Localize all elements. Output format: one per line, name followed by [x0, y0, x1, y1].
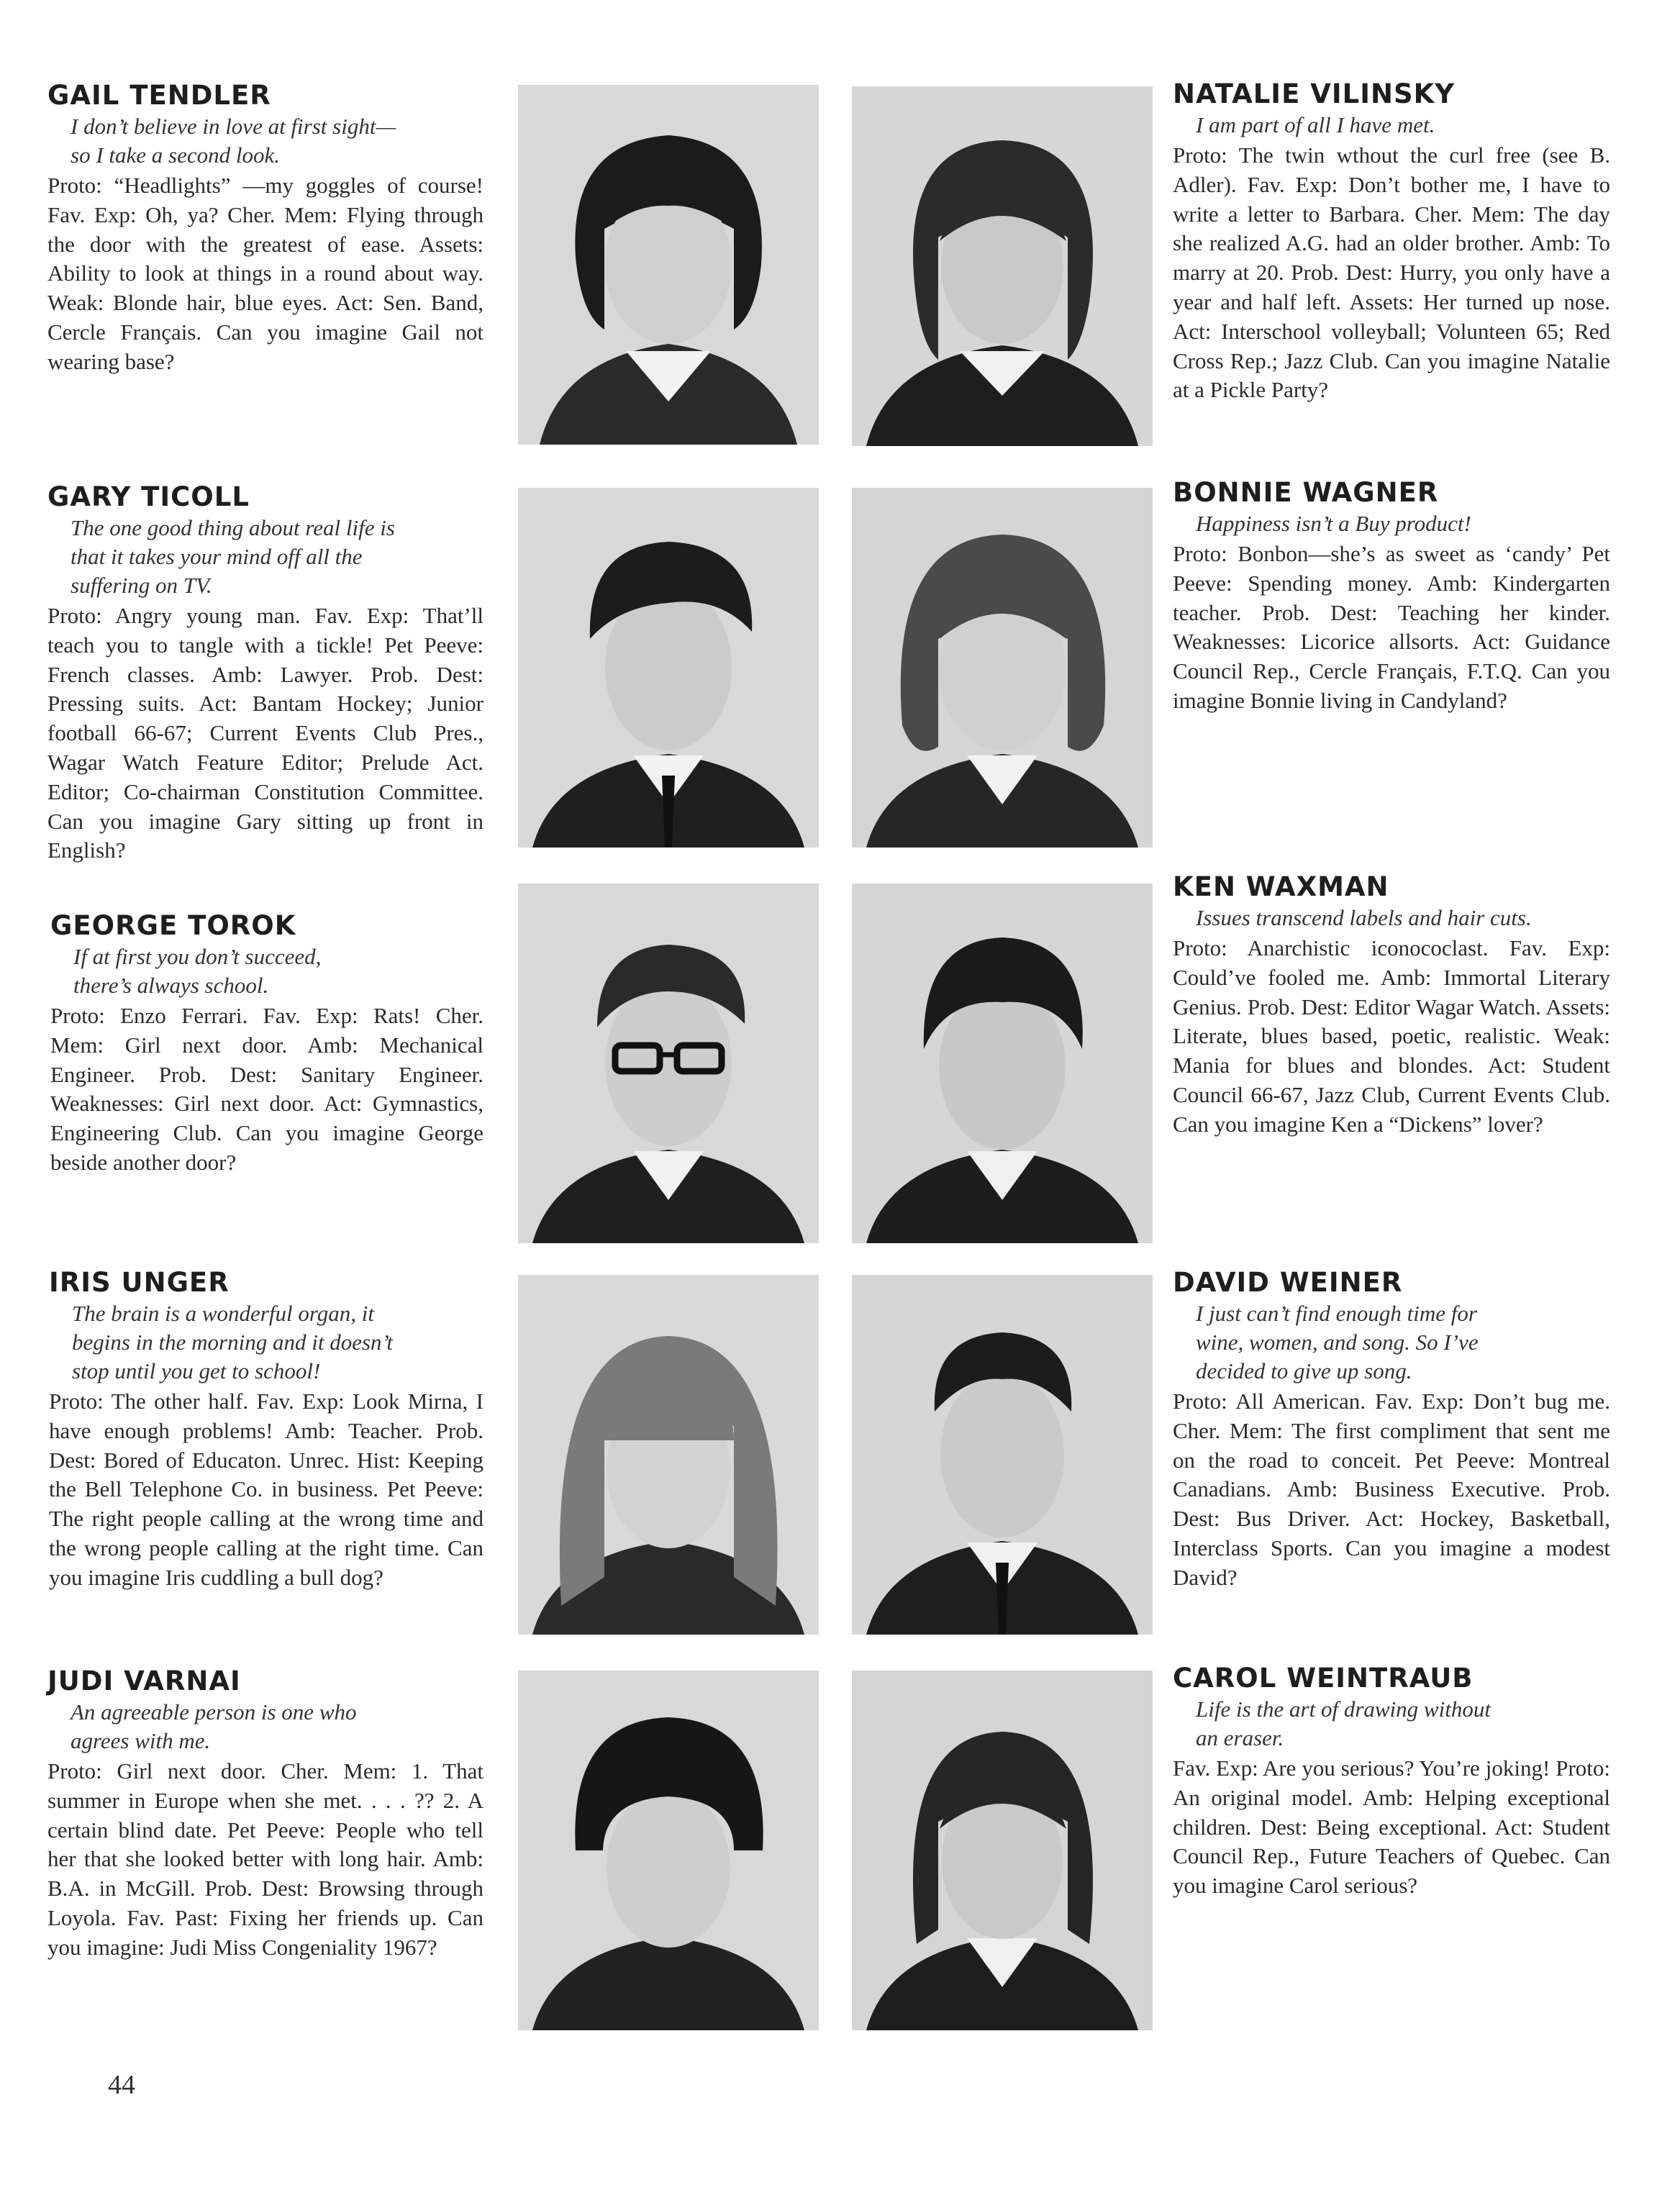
entry-george-torok — [50, 911, 483, 1178]
portrait-photo-david-weiner — [852, 1275, 1153, 1635]
student-name: GAIL TENDLER — [47, 80, 271, 111]
student-quote: Issues transcend labels and hair cuts. — [1196, 905, 1532, 930]
entry-david-weiner — [1173, 1268, 1610, 1593]
student-name: GEORGE TOROK — [50, 910, 296, 941]
student-bio: Proto: The other half. Fav. Exp: Look Mirna, I have enough problems! Amb: Teacher. Prob. Dest: Bored of Educaton. Unrec. Hist: Keeping the Bell Telephone Co. in business. Pet Peeve: The right people calling at the wrong time and the wrong people calling at the right time. Can you imagine Iris cuddling a bull dog? — [49, 1389, 483, 1590]
student-bio: Proto: Enzo Ferrari. Fav. Exp: Rats! Cher. Mem: Girl next door. Amb: Mechanical Engineer. Prob. Dest: Sanitary Engineer. Weaknesses: Girl next door. Act: Gymnastics, Engineering Club. Can you imagine George beside another door? — [50, 1003, 483, 1175]
student-quote: The one good thing about real life is that it takes your mind off all the suffering on TV. — [71, 515, 395, 598]
student-bio: Proto: The twin wthout the curl free (see B. Adler). Fav. Exp: Don’t bother me, I have to write a letter to Barbara. Cher. Mem: The day she realized A.G. had an older brother. Amb: To marry at 20. Prob. Dest: Hurry, you only have a year and half left. Assets: Her turned up nose. Act: Interschool volleyball; Volunteen 65; Red Cross Rep.; Jazz Club. Can you imagine Natalie at a Pickle Party? — [1173, 142, 1610, 403]
portrait-photo-bonnie-wagner — [852, 488, 1153, 848]
portrait-photo-ken-waxman — [852, 883, 1153, 1243]
student-name: KEN WAXMAN — [1173, 871, 1389, 902]
student-name: NATALIE VILINSKY — [1173, 78, 1456, 109]
student-bio: Proto: All American. Fav. Exp: Don’t bug me. Cher. Mem: The first compliment that sent me on the road to conceit. Pet Peeve: Montreal Canadians. Amb: Business Executive. Prob. Dest: Bus Driver. Act: Hockey, Basketball, Interclass Sports. Can you imagine a modest David? — [1173, 1389, 1610, 1590]
entry-bonnie-wagner — [1173, 478, 1610, 716]
entry-gary-ticoll — [47, 482, 483, 865]
entry-natalie-vilinsky — [1173, 79, 1610, 405]
student-quote: I am part of all I have met. — [1196, 112, 1435, 137]
student-bio: Proto: “Headlights” —my goggles of course! Fav. Exp: Oh, ya? Cher. Mem: Flying through the door with the greatest of ease. Assets: Ability to look at things in a round about way. Weak: Blonde hair, blue eyes. Act: Sen. Band, Cercle Français. Can you imagine Gail not wearing base? — [47, 173, 483, 374]
entry-iris-unger — [49, 1268, 483, 1593]
student-name: GARY TICOLL — [47, 481, 250, 512]
student-name: BONNIE WAGNER — [1173, 477, 1439, 508]
portrait-photo-iris-unger — [518, 1275, 819, 1635]
entry-judi-varnai — [47, 1666, 483, 1963]
portrait-photo-judi-varnai — [518, 1671, 819, 2030]
portrait-photo-george-torok — [518, 883, 819, 1243]
page-number: 44 — [108, 2070, 135, 2100]
portrait-photo-gail-tendler — [518, 85, 819, 445]
student-bio: Proto: Anarchistic iconococlast. Fav. Exp: Could’ve fooled me. Amb: Immortal Literary Genius. Prob. Dest: Editor Wagar Watch. Assets: Literate, blues based, poetic, realistic. Weak: Mania for blues and blondes. Act: Student Council 66-67, Jazz Club, Current Events Club. Can you imagine Ken a “Dickens” lover? — [1173, 935, 1610, 1137]
student-bio: Fav. Exp: Are you serious? You’re joking! Proto: An original model. Amb: Helping exceptional children. Dest: Being exceptional. Act: Student Council Rep., Future Teachers of Quebec. Can you imagine Carol serious? — [1173, 1755, 1610, 1899]
student-bio: Proto: Bonbon—she’s as sweet as ‘candy’ Pet Peeve: Spending money. Amb: Kindergarten teacher. Prob. Dest: Teaching her kinder. Weaknesses: Licorice allsorts. Act: Guidance Council Rep., Cercle Français, F.T.Q. Can you imagine Bonnie living in Candyland? — [1173, 541, 1610, 713]
entry-ken-waxman — [1173, 872, 1610, 1140]
student-name: CAROL WEINTRAUB — [1173, 1663, 1474, 1694]
portrait-photo-gary-ticoll — [518, 488, 819, 848]
portrait-photo-carol-weintraub — [852, 1671, 1153, 2030]
student-quote: If at first you don’t succeed, there’s always school. — [73, 944, 322, 998]
student-quote: I just can’t find enough time for wine, women, and song. So I’ve decided to give up song. — [1196, 1301, 1479, 1383]
student-name: JUDI VARNAI — [47, 1666, 241, 1696]
student-name: IRIS UNGER — [49, 1267, 230, 1298]
student-quote: Life is the art of drawing without an eraser. — [1196, 1696, 1491, 1750]
portrait-photo-natalie-vilinsky — [852, 86, 1153, 446]
student-name: DAVID WEINER — [1173, 1267, 1403, 1298]
student-quote: An agreeable person is one who agrees with me. — [71, 1699, 357, 1753]
student-quote: Happiness isn’t a Buy product! — [1196, 511, 1471, 536]
student-quote: I don’t believe in love at first sight— so I take a second look. — [71, 114, 396, 168]
student-bio: Proto: Girl next door. Cher. Mem: 1. That summer in Europe when she met. . . . ?? 2. A certain blind date. Pet Peeve: People who tell her that she looked better with long hair. Amb: B.A. in McGill. Prob. Dest: Browsing through Loyola. Fav. Past: Fixing her friends up. Can you imagine: Judi Miss Congeniality 1967? — [47, 1758, 483, 1960]
student-bio: Proto: Angry young man. Fav. Exp: That’ll teach you to tangle with a tickle! Pet Peeve: French classes. Amb: Lawyer. Prob. Dest: Pressing suits. Act: Bantam Hockey; Junior football 66-67; Current Events Club Pres., Wagar Watch Feature Editor; Prelude Act. Editor; Co-chairman Constitution Committee. Can you imagine Gary sitting up front in English? — [47, 603, 483, 863]
entry-gail-tendler — [47, 81, 483, 377]
student-quote: The brain is a wonderful organ, it begins in the morning and it doesn’t stop until you get to school! — [72, 1301, 394, 1383]
entry-carol-weintraub — [1173, 1663, 1610, 1901]
